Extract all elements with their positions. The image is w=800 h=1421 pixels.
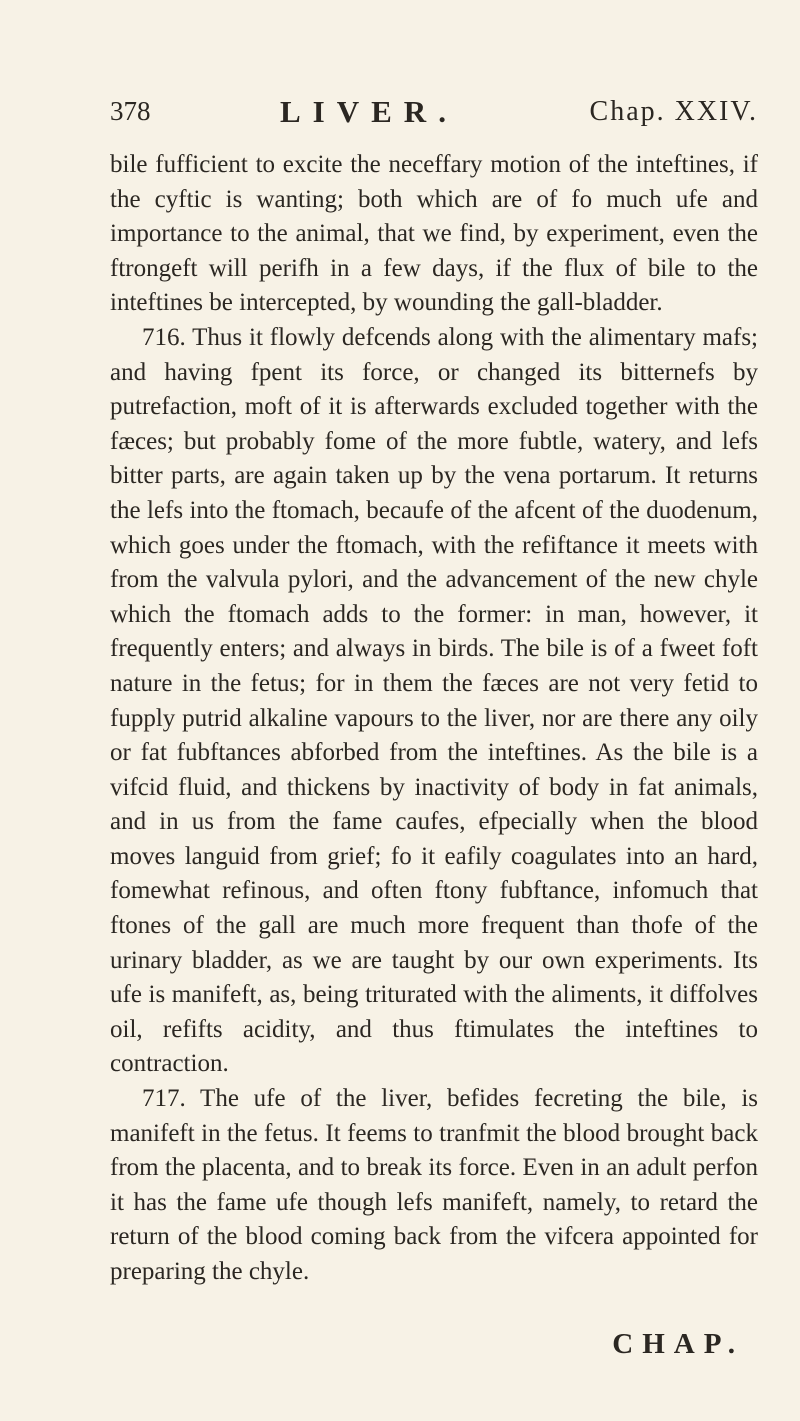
paragraph-continued: bile fufficient to excite the neceffary motion of the inteftines, if the cyftic is wanting; both which are of fo much ufe and importance to the animal, that we find, by experiment, even the ftrongeft will perifh in a few days, if the flux of bile to the inteftines be intercepted, by wounding the gall-bladder. <box>110 151 758 317</box>
body-text <box>110 148 758 1290</box>
catchword: CHAP. <box>612 1328 744 1360</box>
running-title: LIVER. <box>280 94 458 129</box>
chapter-reference: Chap. XXIV. <box>589 96 758 127</box>
running-head <box>110 96 758 136</box>
page-number: 378 <box>110 96 151 126</box>
paragraph-717: 717. The ufe of the liver, befides fecreting the bile, is manifeft in the fetus. It feems to tranfmit the blood brought back from the placenta, and to break its force. Even in an adult perfon it has the fame ufe though lefs manifeft, namely, to retard the return of the blood coming back from the vifcera appointed for preparing the chyle. <box>110 1085 758 1285</box>
paragraph-716: 716. Thus it flowly defcends along with the alimentary mafs; and having fpent its force, or changed its bitternefs by putrefaction, moft of it is afterwards excluded together with the fæces; but probably fome of the more fubtle, watery, and lefs bitter parts, are again taken up by the vena portarum. It returns the lefs into the ftomach, becaufe of the afcent of the duodenum, which goes under the ftomach, with the refiftance it meets with from the valvula pylori, and the advancement of the new chyle which the ftomach adds to the former: in man, however, it frequently enters; and always in birds. The bile is of a fweet foft nature in the fetus; for in them the fæces are not very fetid to fupply putrid alkaline vapours to the liver, nor are there any oily or fat fubftances abforbed from the inteftines. As the bile is a vifcid fluid, and thickens by inactivity of body in fat animals, and in us from the fame caufes, efpecially when the blood moves languid from grief; fo it eafily coagulates into an hard, fomewhat refinous, and often ftony fubftance, infomuch that ftones of the gall are much more frequent than thofe of the urinary bladder, as we are taught by our own experiments. Its ufe is manifeft, as, being triturated with the aliments, it diffolves oil, refifts acidity, and thus ftimulates the inteftines to contraction. <box>110 323 758 1078</box>
